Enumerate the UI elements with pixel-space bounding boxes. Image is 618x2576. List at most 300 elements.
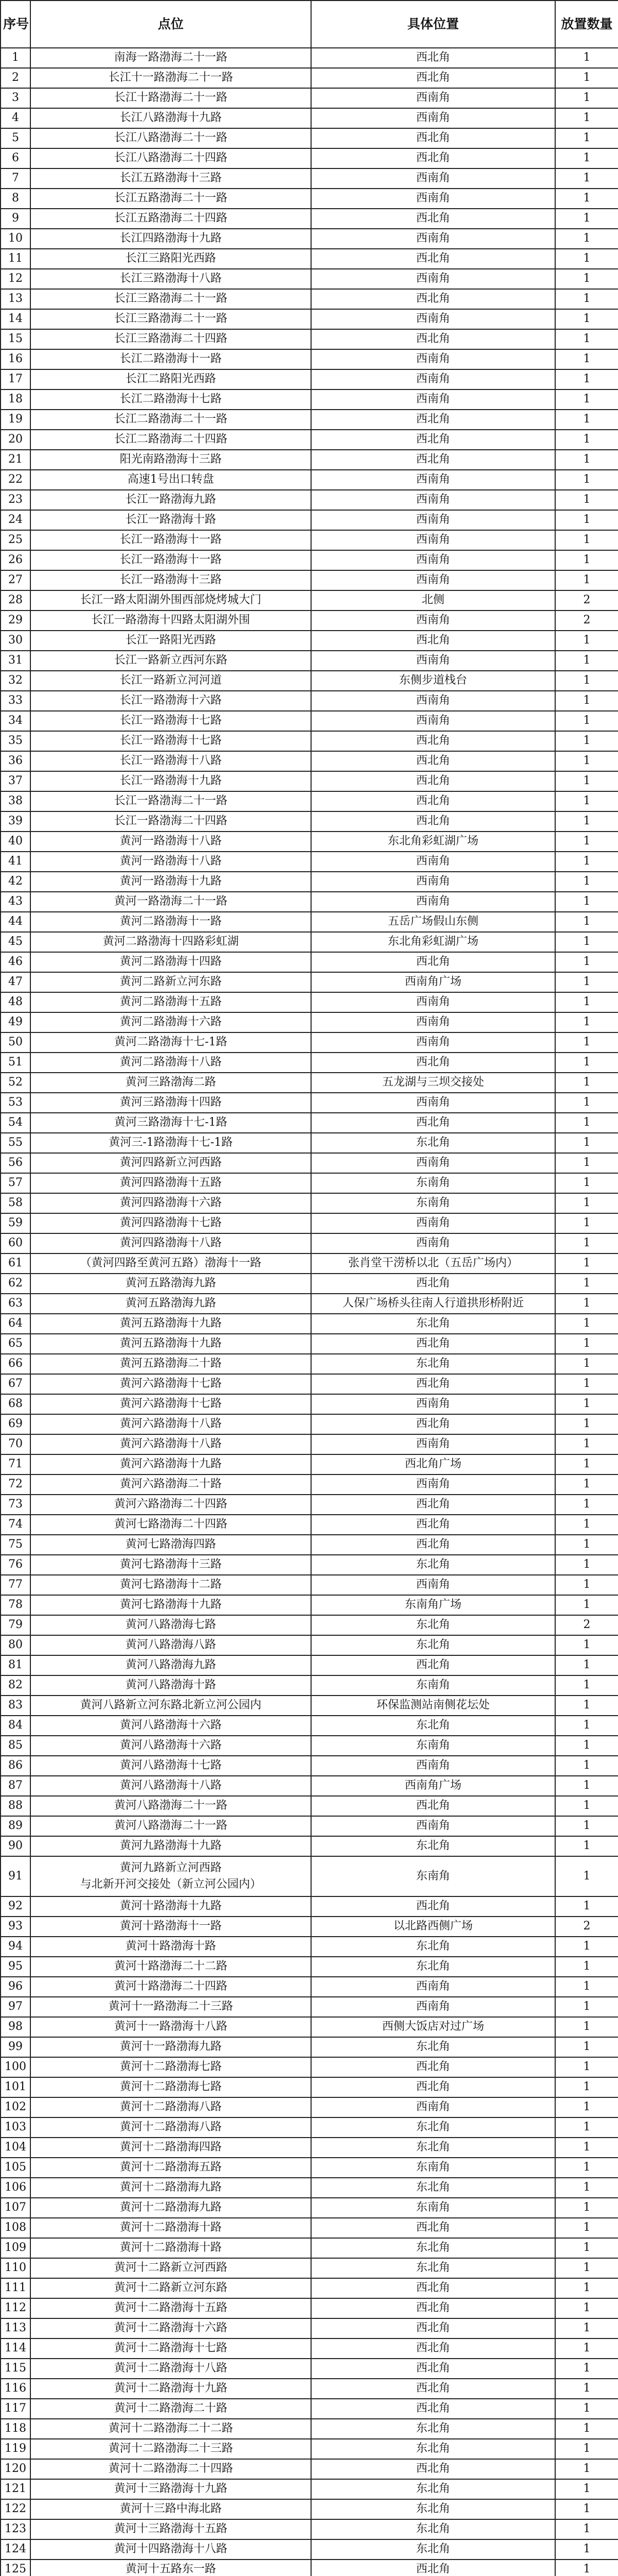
row-position: 西北角 <box>311 430 555 450</box>
row-index: 43 <box>1 892 30 912</box>
table-row <box>1 1173 618 1193</box>
row-position: 西南角 <box>311 490 555 510</box>
row-point: 长江一路渤海十八路 <box>30 751 311 771</box>
table-row <box>1 2419 618 2439</box>
row-point: 长江三路渤海十八路 <box>30 269 311 289</box>
row-position: 西北角 <box>311 1334 555 1354</box>
table-row <box>1 2338 618 2359</box>
table-row <box>1 1394 618 1414</box>
row-position: 五龙湖与三坝交接处 <box>311 1073 555 1093</box>
row-point: 长江一路渤海十四路太阳湖外围 <box>30 611 311 631</box>
row-index: 31 <box>1 651 30 671</box>
table-row <box>1 2198 618 2218</box>
row-position: 西北角 <box>311 128 555 148</box>
table-row <box>1 1555 618 1575</box>
table-row <box>1 1093 618 1113</box>
row-index: 108 <box>1 2218 30 2238</box>
row-quantity: 1 <box>555 751 618 771</box>
row-position: 东北角 <box>311 2499 555 2519</box>
row-quantity: 1 <box>555 1354 618 1374</box>
table-row <box>1 2539 618 2560</box>
row-index: 79 <box>1 1615 30 1635</box>
row-point: 黄河十一路渤海九路 <box>30 2037 311 2057</box>
row-quantity: 1 <box>555 1595 618 1615</box>
row-point: 黄河三-1路渤海十七-1路 <box>30 1133 311 1153</box>
row-index: 87 <box>1 1776 30 1796</box>
row-quantity: 1 <box>555 450 618 470</box>
row-index: 28 <box>1 590 30 611</box>
table-row <box>1 1635 618 1655</box>
table-row <box>1 550 618 570</box>
row-point: 黄河八路渤海二十一路 <box>30 1816 311 1836</box>
row-point: 黄河三路渤海二路 <box>30 1073 311 1093</box>
row-quantity: 1 <box>555 2338 618 2359</box>
row-index: 69 <box>1 1414 30 1434</box>
row-index: 18 <box>1 389 30 410</box>
row-point: 黄河四路渤海十八路 <box>30 1233 311 1253</box>
row-position: 西北角 <box>311 1495 555 1515</box>
row-position: 东北角彩虹湖广场 <box>311 932 555 952</box>
row-position: 西南角 <box>311 1394 555 1414</box>
row-position: 东北角 <box>311 2258 555 2278</box>
row-point: 长江一路渤海九路 <box>30 490 311 510</box>
row-quantity: 1 <box>555 1937 618 1957</box>
row-quantity: 1 <box>555 1555 618 1575</box>
row-position: 西南角 <box>311 1213 555 1233</box>
table-row <box>1 1655 618 1675</box>
row-point: 黄河二路渤海十四路彩虹湖 <box>30 932 311 952</box>
table-row <box>1 611 618 631</box>
row-position: 西北角 <box>311 751 555 771</box>
row-point: 长江一路阳光西路 <box>30 631 311 651</box>
row-index: 93 <box>1 1917 30 1937</box>
row-quantity: 1 <box>555 88 618 108</box>
row-index: 75 <box>1 1535 30 1555</box>
row-index: 29 <box>1 611 30 631</box>
row-quantity: 1 <box>555 1173 618 1193</box>
row-position: 西北角 <box>311 1414 555 1434</box>
row-point: 黄河十四路渤海十八路 <box>30 2539 311 2560</box>
row-index: 84 <box>1 1716 30 1736</box>
row-position: 北侧 <box>311 590 555 611</box>
row-position: 东北角 <box>311 1937 555 1957</box>
row-quantity: 1 <box>555 1454 618 1475</box>
row-point: 黄河十二路渤海十五路 <box>30 2298 311 2318</box>
row-position: 东南角 <box>311 2198 555 2218</box>
row-index: 66 <box>1 1354 30 1374</box>
table-row <box>1 1675 618 1696</box>
row-point: 黄河十二路新立河西路 <box>30 2258 311 2278</box>
row-position: 东北角 <box>311 1716 555 1736</box>
row-point: 长江十一路渤海二十一路 <box>30 68 311 88</box>
row-position: 东北角 <box>311 2439 555 2459</box>
row-point: 黄河四路渤海十六路 <box>30 1193 311 1213</box>
row-position: 西南角 <box>311 470 555 490</box>
row-point: 黄河十路渤海十一路 <box>30 1917 311 1937</box>
row-point: 黄河七路渤海十九路 <box>30 1595 311 1615</box>
row-index: 24 <box>1 510 30 530</box>
row-position: 西北角 <box>311 1796 555 1816</box>
row-index: 67 <box>1 1374 30 1394</box>
table-row <box>1 2138 618 2158</box>
row-point: 黄河三路渤海十七-1路 <box>30 1113 311 1133</box>
row-index: 110 <box>1 2258 30 2278</box>
row-position: 东南角广场 <box>311 1595 555 1615</box>
row-index: 2 <box>1 68 30 88</box>
row-position: 东北角 <box>311 2138 555 2158</box>
row-quantity: 1 <box>555 1233 618 1253</box>
row-point: 黄河六路渤海十九路 <box>30 1454 311 1475</box>
header-row <box>1 1 618 48</box>
row-point: 长江一路渤海十一路 <box>30 530 311 550</box>
row-position: 西北角 <box>311 952 555 972</box>
row-index: 53 <box>1 1093 30 1113</box>
row-point: 黄河十二路渤海四路 <box>30 2138 311 2158</box>
row-point: 黄河十二路渤海七路 <box>30 2077 311 2097</box>
row-quantity: 1 <box>555 832 618 852</box>
table-row <box>1 1917 618 1937</box>
row-position: 西北角 <box>311 2459 555 2479</box>
row-position: 环保监测站南侧花坛处 <box>311 1696 555 1716</box>
row-quantity: 1 <box>555 1716 618 1736</box>
table-row <box>1 1716 618 1736</box>
row-position: 西北角 <box>311 1535 555 1555</box>
table-row <box>1 470 618 490</box>
row-position: 东北角彩虹湖广场 <box>311 832 555 852</box>
row-point: 长江二路渤海二十一路 <box>30 410 311 430</box>
row-point: 黄河十二路渤海五路 <box>30 2158 311 2178</box>
row-position: 西南角 <box>311 189 555 209</box>
table-row <box>1 1535 618 1555</box>
table-row <box>1 128 618 148</box>
row-position: 西南角 <box>311 892 555 912</box>
row-position: 西南角 <box>311 570 555 590</box>
row-quantity: 1 <box>555 2037 618 2057</box>
row-quantity: 1 <box>555 410 618 430</box>
row-point: 黄河六路渤海十七路 <box>30 1374 311 1394</box>
table-row <box>1 711 618 731</box>
row-index: 63 <box>1 1294 30 1314</box>
table-row <box>1 1274 618 1294</box>
row-point: 黄河十二路渤海七路 <box>30 2057 311 2077</box>
table-row <box>1 349 618 369</box>
table-row <box>1 329 618 349</box>
row-position: 东北角 <box>311 1555 555 1575</box>
row-position: 西南角 <box>311 1977 555 1997</box>
row-quantity: 1 <box>555 510 618 530</box>
row-quantity: 1 <box>555 2479 618 2499</box>
row-point: 黄河三路渤海十四路 <box>30 1093 311 1113</box>
table-row <box>1 1454 618 1475</box>
row-quantity: 1 <box>555 1756 618 1776</box>
row-quantity: 1 <box>555 1314 618 1334</box>
row-quantity: 1 <box>555 2097 618 2117</box>
row-point: 黄河八路渤海十六路 <box>30 1716 311 1736</box>
table-row <box>1 168 618 189</box>
row-point: 黄河十二路渤海九路 <box>30 2198 311 2218</box>
row-quantity: 1 <box>555 349 618 369</box>
row-index: 13 <box>1 289 30 309</box>
row-quantity: 1 <box>555 189 618 209</box>
row-point: 长江三路渤海二十四路 <box>30 329 311 349</box>
row-position: 西南角 <box>311 1012 555 1032</box>
table-row <box>1 1515 618 1535</box>
row-point: 黄河十二路渤海十七路 <box>30 2338 311 2359</box>
row-point: 黄河十二路渤海八路 <box>30 2117 311 2138</box>
table-row <box>1 510 618 530</box>
row-point: 黄河十五路东一路 <box>30 2560 311 2576</box>
row-quantity: 1 <box>555 1796 618 1816</box>
row-position: 西南角 <box>311 1032 555 1053</box>
row-point: 阳光南路渤海十三路 <box>30 450 311 470</box>
row-point: 黄河十二路渤海二十四路 <box>30 2459 311 2479</box>
row-position: 东北角 <box>311 2238 555 2258</box>
row-quantity: 1 <box>555 1253 618 1274</box>
row-point: 黄河十二路渤海十路 <box>30 2218 311 2238</box>
row-position: 西南角 <box>311 2097 555 2117</box>
table-row <box>1 952 618 972</box>
row-position: 东北角 <box>311 2117 555 2138</box>
row-position: 西北角 <box>311 1274 555 1294</box>
row-point: 黄河十二路渤海二十三路 <box>30 2439 311 2459</box>
row-position: 西北角 <box>311 1113 555 1133</box>
row-position: 西北角 <box>311 2318 555 2338</box>
table-row <box>1 1153 618 1173</box>
table-row <box>1 852 618 872</box>
row-index: 19 <box>1 410 30 430</box>
table-row <box>1 1374 618 1394</box>
row-point: 黄河一路渤海十八路 <box>30 852 311 872</box>
row-position: 西南角 <box>311 651 555 671</box>
row-position: 东南角 <box>311 1856 555 1896</box>
row-point: 黄河十一路渤海二十三路 <box>30 1997 311 2017</box>
row-point: 黄河十路渤海十九路 <box>30 1896 311 1917</box>
row-point: 长江三路渤海二十一路 <box>30 309 311 329</box>
row-position: 西北角 <box>311 209 555 229</box>
row-quantity: 1 <box>555 2158 618 2178</box>
table-row <box>1 490 618 510</box>
row-index: 30 <box>1 631 30 651</box>
row-quantity: 1 <box>555 2017 618 2037</box>
row-index: 70 <box>1 1434 30 1454</box>
row-position: 西南角 <box>311 1093 555 1113</box>
table-row <box>1 1696 618 1716</box>
row-index: 54 <box>1 1113 30 1133</box>
row-index: 17 <box>1 369 30 389</box>
row-point: 黄河一路渤海十八路 <box>30 832 311 852</box>
row-point: 黄河四路渤海十五路 <box>30 1173 311 1193</box>
row-point: 黄河十路渤海二十二路 <box>30 1957 311 1977</box>
row-position: 西北角 <box>311 1374 555 1394</box>
row-point: 黄河四路新立河西路 <box>30 1153 311 1173</box>
table-row <box>1 892 618 912</box>
row-point: 黄河六路渤海二十路 <box>30 1475 311 1495</box>
row-index: 73 <box>1 1495 30 1515</box>
table-row <box>1 1334 618 1354</box>
row-quantity: 1 <box>555 2318 618 2338</box>
row-index: 106 <box>1 2178 30 2198</box>
table-row <box>1 671 618 691</box>
row-position: 东南角 <box>311 1193 555 1213</box>
table-row <box>1 932 618 952</box>
row-point: 黄河十二路渤海八路 <box>30 2097 311 2117</box>
table-row <box>1 1113 618 1133</box>
row-index: 52 <box>1 1073 30 1093</box>
row-index: 123 <box>1 2519 30 2539</box>
row-quantity: 1 <box>555 2439 618 2459</box>
row-index: 10 <box>1 229 30 249</box>
row-quantity: 1 <box>555 2298 618 2318</box>
row-position: 西北角 <box>311 1053 555 1073</box>
row-position: 西北角 <box>311 2057 555 2077</box>
row-quantity: 1 <box>555 128 618 148</box>
row-index: 39 <box>1 811 30 832</box>
row-quantity: 1 <box>555 1655 618 1675</box>
row-position: 西南角 <box>311 1997 555 2017</box>
row-quantity: 1 <box>555 1856 618 1896</box>
row-position: 东北角 <box>311 2479 555 2499</box>
row-index: 104 <box>1 2138 30 2158</box>
row-position: 西南角 <box>311 530 555 550</box>
row-index: 82 <box>1 1675 30 1696</box>
row-quantity: 1 <box>555 209 618 229</box>
row-position: 西北角 <box>311 249 555 269</box>
row-point: 黄河八路渤海八路 <box>30 1635 311 1655</box>
row-index: 20 <box>1 430 30 450</box>
table-row <box>1 1193 618 1213</box>
row-point: 黄河十三路中海北路 <box>30 2499 311 2519</box>
row-point: 黄河二路渤海十五路 <box>30 992 311 1012</box>
row-index: 111 <box>1 2278 30 2298</box>
row-quantity: 1 <box>555 2539 618 2560</box>
row-quantity: 1 <box>555 269 618 289</box>
table-row <box>1 229 618 249</box>
row-point: 黄河四路渤海十七路 <box>30 1213 311 1233</box>
row-quantity: 1 <box>555 2419 618 2439</box>
row-position: 张肖堂干涝桥以北（五岳广场内） <box>311 1253 555 1274</box>
row-index: 42 <box>1 872 30 892</box>
row-point: （黄河四路至黄河五路）渤海十一路 <box>30 1253 311 1274</box>
row-index: 90 <box>1 1836 30 1856</box>
header-point: 点位 <box>30 1 311 48</box>
row-index: 97 <box>1 1997 30 2017</box>
row-index: 68 <box>1 1394 30 1414</box>
row-point: 黄河二路新立河东路 <box>30 972 311 992</box>
row-position: 西北角 <box>311 48 555 68</box>
table-row <box>1 450 618 470</box>
row-point: 黄河五路渤海九路 <box>30 1274 311 1294</box>
row-quantity: 1 <box>555 1495 618 1515</box>
row-position: 西北角 <box>311 2560 555 2576</box>
row-point: 黄河十二路新立河东路 <box>30 2278 311 2298</box>
row-position: 西南角 <box>311 108 555 128</box>
table-row <box>1 1314 618 1334</box>
row-quantity: 1 <box>555 872 618 892</box>
row-quantity: 1 <box>555 1274 618 1294</box>
row-index: 3 <box>1 88 30 108</box>
row-quantity: 1 <box>555 691 618 711</box>
table-row <box>1 1133 618 1153</box>
row-point: 黄河六路渤海十八路 <box>30 1434 311 1454</box>
table-header <box>1 1 618 48</box>
row-point: 长江五路渤海二十四路 <box>30 209 311 229</box>
row-point: 长江八路渤海二十四路 <box>30 148 311 168</box>
row-quantity: 1 <box>555 1334 618 1354</box>
row-quantity: 1 <box>555 1515 618 1535</box>
row-point: 黄河十路渤海十路 <box>30 1937 311 1957</box>
row-quantity: 1 <box>555 1675 618 1696</box>
row-point: 黄河五路渤海二十路 <box>30 1354 311 1374</box>
row-index: 115 <box>1 2359 30 2379</box>
row-position: 东北角 <box>311 1354 555 1374</box>
row-position: 东南角 <box>311 1675 555 1696</box>
row-index: 105 <box>1 2158 30 2178</box>
table-row <box>1 2057 618 2077</box>
row-index: 36 <box>1 751 30 771</box>
row-index: 35 <box>1 731 30 751</box>
row-quantity: 1 <box>555 490 618 510</box>
row-index: 6 <box>1 148 30 168</box>
row-point: 长江二路阳光西路 <box>30 369 311 389</box>
table-row <box>1 2318 618 2338</box>
row-index: 44 <box>1 912 30 932</box>
row-index: 27 <box>1 570 30 590</box>
row-quantity: 1 <box>555 1133 618 1153</box>
row-position: 西北角 <box>311 2359 555 2379</box>
row-point: 长江三路阳光西路 <box>30 249 311 269</box>
row-index: 119 <box>1 2439 30 2459</box>
row-quantity: 1 <box>555 651 618 671</box>
row-index: 89 <box>1 1816 30 1836</box>
row-point: 长江一路新立西河东路 <box>30 651 311 671</box>
table-row <box>1 2077 618 2097</box>
row-point: 黄河八路渤海十六路 <box>30 1736 311 1756</box>
row-point: 长江八路渤海二十一路 <box>30 128 311 148</box>
row-position: 东侧步道栈台 <box>311 671 555 691</box>
row-quantity: 1 <box>555 168 618 189</box>
table-row <box>1 2017 618 2037</box>
row-point: 黄河八路新立河东路北新立河公园内 <box>30 1696 311 1716</box>
row-position: 西北角 <box>311 68 555 88</box>
row-index: 99 <box>1 2037 30 2057</box>
row-index: 74 <box>1 1515 30 1535</box>
row-index: 62 <box>1 1274 30 1294</box>
row-point: 黄河二路渤海十一路 <box>30 912 311 932</box>
row-position: 东北角 <box>311 1615 555 1635</box>
row-quantity: 1 <box>555 229 618 249</box>
table-row <box>1 1495 618 1515</box>
row-position: 西南角 <box>311 349 555 369</box>
row-position: 西南角 <box>311 550 555 570</box>
row-index: 113 <box>1 2318 30 2338</box>
row-position: 西南角 <box>311 309 555 329</box>
row-index: 37 <box>1 771 30 791</box>
row-quantity: 1 <box>555 1374 618 1394</box>
row-quantity: 1 <box>555 1475 618 1495</box>
table-row <box>1 771 618 791</box>
row-point: 高速1号出口转盘 <box>30 470 311 490</box>
row-index: 103 <box>1 2117 30 2138</box>
table-row <box>1 1595 618 1615</box>
row-position: 西北角 <box>311 2399 555 2419</box>
table-row <box>1 309 618 329</box>
row-position: 西南角 <box>311 1575 555 1595</box>
row-position: 东北角 <box>311 2539 555 2560</box>
row-index: 32 <box>1 671 30 691</box>
table-row <box>1 1977 618 1997</box>
row-position: 东北角 <box>311 1957 555 1977</box>
row-quantity: 1 <box>555 329 618 349</box>
